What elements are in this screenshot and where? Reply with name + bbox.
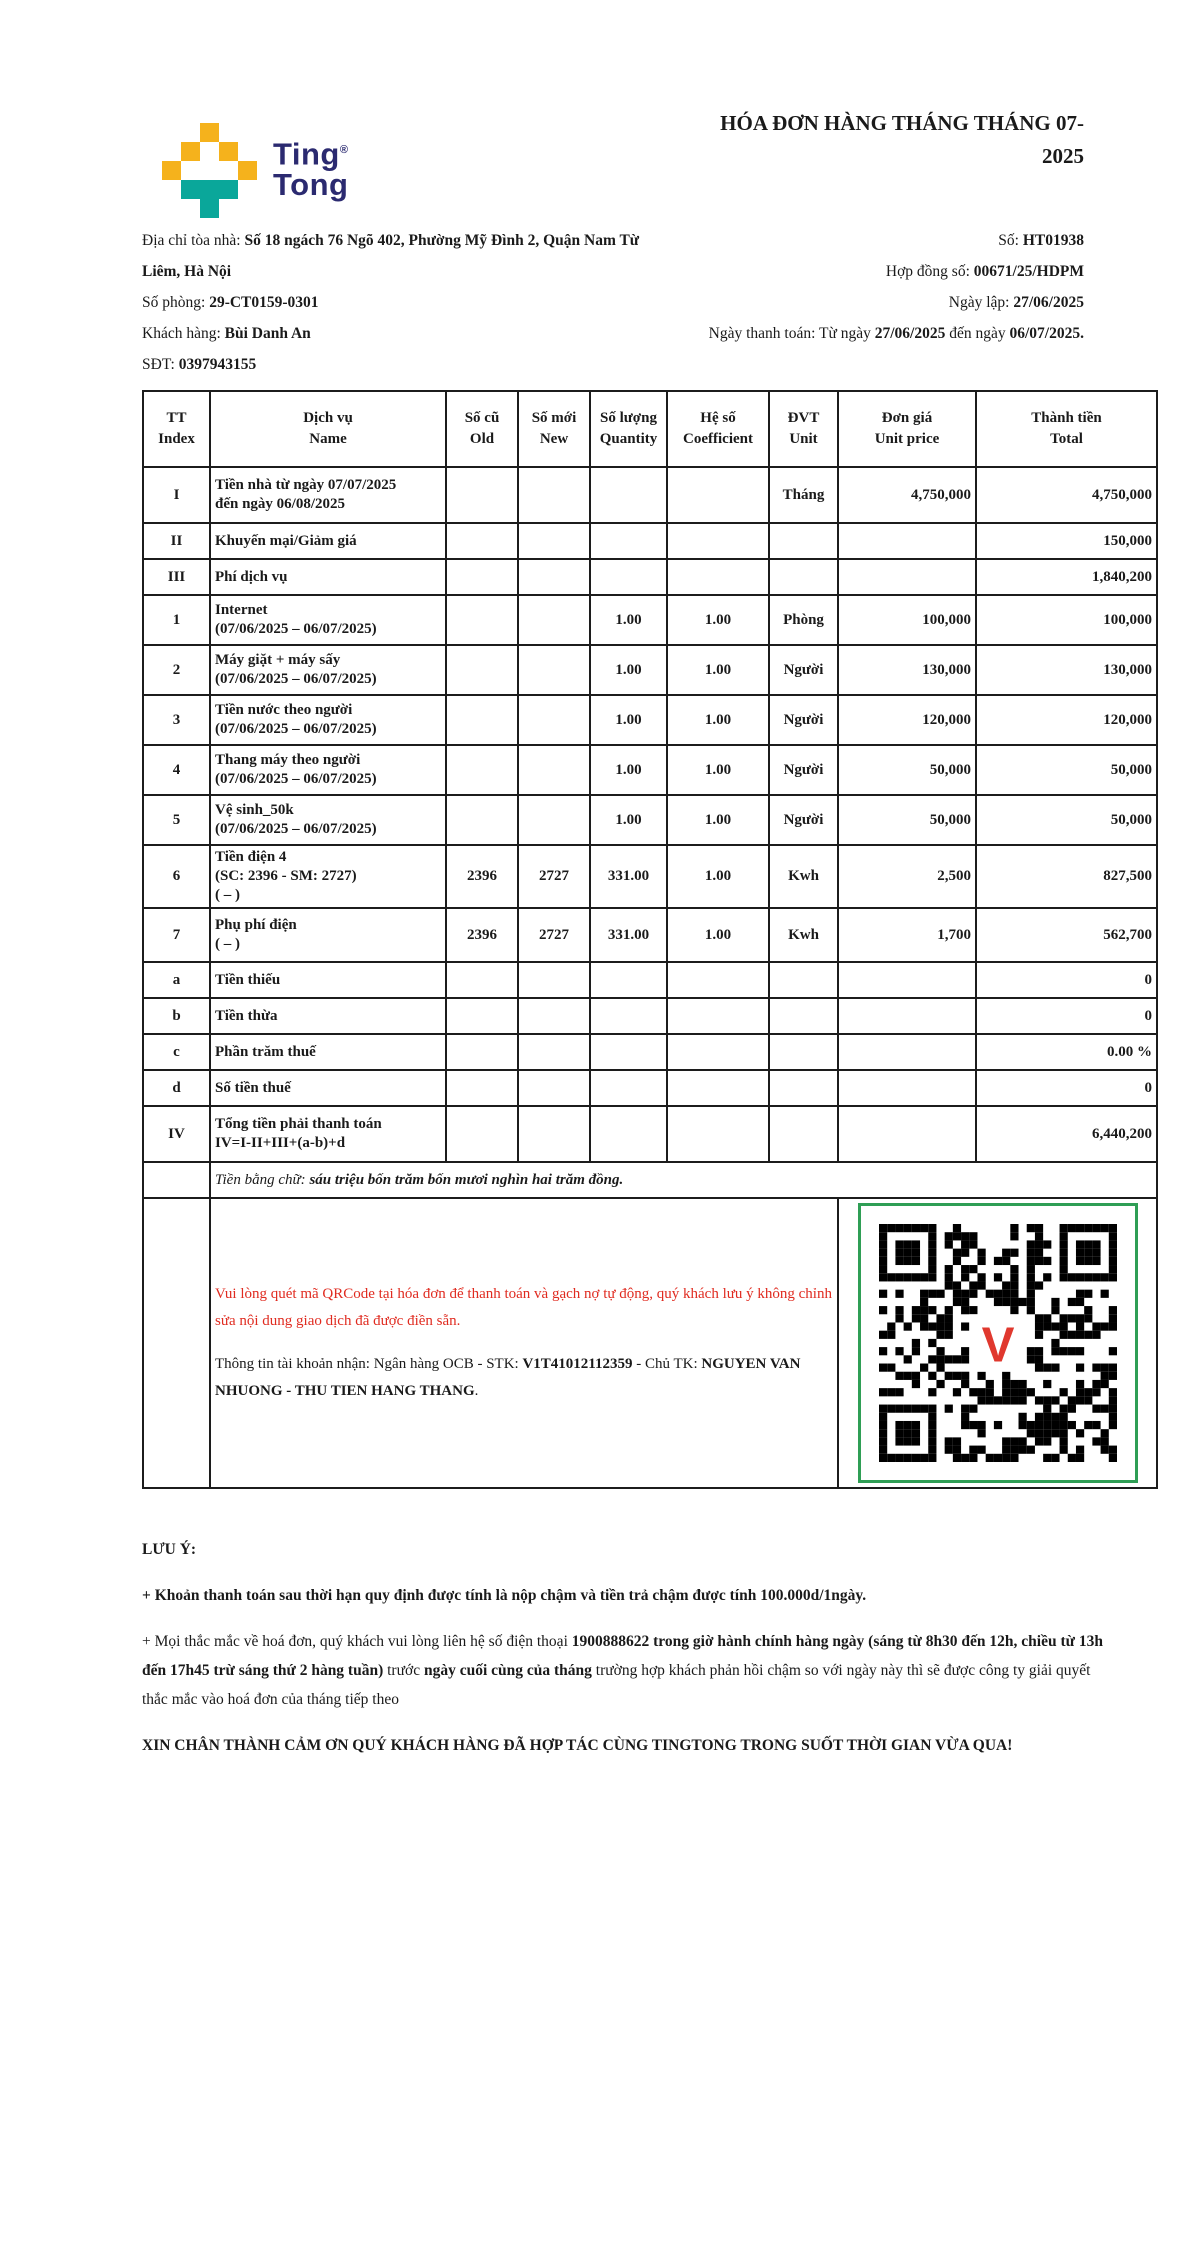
thank-you-note: XIN CHÂN THÀNH CẢM ƠN QUÝ KHÁCH HÀNG ĐÃ HỢP TÁC CÙNG TINGTONG TRONG SUỐT THỜI GIAN VỪA QUA! xyxy=(142,1737,1013,1754)
logo-pixel xyxy=(162,142,181,161)
row-index: d xyxy=(143,1070,210,1106)
row-new xyxy=(518,523,590,559)
row-qty xyxy=(590,1070,667,1106)
contract-number-value: 00671/25/HDPM xyxy=(973,263,1084,280)
amount-words-index-cell xyxy=(143,1162,210,1198)
logo-pixel xyxy=(200,180,219,199)
info-left-column xyxy=(142,225,642,380)
issue-date-label: Ngày lập: xyxy=(948,294,1014,311)
row-old: 2396 xyxy=(446,908,518,962)
col-header-total: Thành tiền Total xyxy=(976,391,1157,467)
logo-pixel xyxy=(200,161,219,180)
row-unit-price: 130,000 xyxy=(838,645,976,695)
row-total: 827,500 xyxy=(976,845,1157,908)
row-unit: Người xyxy=(769,645,838,695)
logo-pixel xyxy=(181,142,200,161)
row-unit xyxy=(769,1070,838,1106)
table-row-electricity-surcharge xyxy=(143,908,1157,962)
payment-from-date: 27/06/2025 xyxy=(874,325,946,342)
table-row-tax-percent xyxy=(143,1034,1157,1070)
row-total: 0 xyxy=(976,962,1157,998)
invoice-table xyxy=(142,390,1158,1489)
row-new: 2727 xyxy=(518,845,590,908)
notes-section xyxy=(142,1535,1156,1760)
table-row-rent xyxy=(143,467,1157,523)
logo-pixel xyxy=(219,161,238,180)
invoice-number-label: Số: xyxy=(998,232,1023,249)
row-coef: 1.00 xyxy=(667,695,769,745)
row-qty xyxy=(590,998,667,1034)
row-index: 4 xyxy=(143,745,210,795)
logo-pixel xyxy=(181,123,200,142)
row-qty xyxy=(590,467,667,523)
row-coef xyxy=(667,1106,769,1162)
issue-date-line xyxy=(642,287,1084,318)
row-qty: 1.00 xyxy=(590,595,667,645)
row-coef xyxy=(667,467,769,523)
row-unit: Kwh xyxy=(769,908,838,962)
customer-value: Bùi Danh An xyxy=(224,325,311,342)
phone-label: SĐT: xyxy=(142,356,179,373)
logo-pixel xyxy=(238,199,257,218)
table-row-qr xyxy=(143,1198,1157,1488)
row-old xyxy=(446,467,518,523)
invoice-title-line2: 2025 xyxy=(1042,144,1084,168)
row-coef xyxy=(667,962,769,998)
amount-words-label: Tiền bằng chữ: xyxy=(215,1171,310,1188)
logo-pixel xyxy=(162,123,181,142)
table-row-service-fee xyxy=(143,559,1157,595)
invoice-title-line1: HÓA ĐƠN HÀNG THÁNG THÁNG 07- xyxy=(720,111,1084,135)
row-new xyxy=(518,745,590,795)
contact-note-seg3: trước xyxy=(383,1662,424,1679)
row-name: Tiền thiếu xyxy=(210,962,446,998)
row-index: III xyxy=(143,559,210,595)
row-name: Thang máy theo người (07/06/2025 – 06/07/2025) xyxy=(210,745,446,795)
row-unit xyxy=(769,998,838,1034)
row-new xyxy=(518,1034,590,1070)
col-header-index: TT Index xyxy=(143,391,210,467)
row-index: 2 xyxy=(143,645,210,695)
row-old xyxy=(446,695,518,745)
row-qty xyxy=(590,559,667,595)
row-unit: Phòng xyxy=(769,595,838,645)
logo-pixel xyxy=(238,142,257,161)
logo-pixel xyxy=(181,180,200,199)
qr-instructions-cell xyxy=(210,1198,838,1488)
logo-pixel xyxy=(238,180,257,199)
logo-pixel xyxy=(200,123,219,142)
table-row-internet xyxy=(143,595,1157,645)
row-name: Tiền điện 4 (SC: 2396 - SM: 2727) ( – ) xyxy=(210,845,446,908)
row-total: 100,000 xyxy=(976,595,1157,645)
row-coef xyxy=(667,1034,769,1070)
row-coef: 1.00 xyxy=(667,745,769,795)
row-old xyxy=(446,1034,518,1070)
row-index: 3 xyxy=(143,695,210,745)
logo-pixel xyxy=(200,199,219,218)
invoice-content xyxy=(142,105,1156,1777)
amount-words-value: sáu triệu bốn trăm bốn mươi nghìn hai trăm đồng. xyxy=(309,1171,624,1188)
row-coef: 1.00 xyxy=(667,795,769,845)
phone-line xyxy=(142,349,642,380)
invoice-info xyxy=(142,225,1156,380)
qr-code-frame xyxy=(858,1203,1138,1483)
row-coef xyxy=(667,559,769,595)
row-index: 7 xyxy=(143,908,210,962)
row-name: Vệ sinh_50k (07/06/2025 – 06/07/2025) xyxy=(210,795,446,845)
row-total: 6,440,200 xyxy=(976,1106,1157,1162)
invoice-number-line xyxy=(642,225,1084,256)
row-old: 2396 xyxy=(446,845,518,908)
row-index: IV xyxy=(143,1106,210,1162)
row-qty xyxy=(590,1106,667,1162)
row-unit: Người xyxy=(769,795,838,845)
contract-number-label: Hợp đồng số: xyxy=(885,263,974,280)
row-unit-price: 4,750,000 xyxy=(838,467,976,523)
row-unit: Người xyxy=(769,745,838,795)
table-row-tax-amount xyxy=(143,1070,1157,1106)
logo-pixel xyxy=(162,199,181,218)
row-name: Phí dịch vụ xyxy=(210,559,446,595)
table-row-grand-total xyxy=(143,1106,1157,1162)
row-qty: 331.00 xyxy=(590,845,667,908)
logo-word-2: Tong xyxy=(273,167,349,203)
row-name: Phụ phí điện ( – ) xyxy=(210,908,446,962)
customer-label: Khách hàng: xyxy=(142,325,225,342)
table-row-shortage xyxy=(143,962,1157,998)
contact-note-deadline: ngày cuối cùng của tháng xyxy=(423,1662,592,1679)
table-row-surplus xyxy=(143,998,1157,1034)
row-qty: 1.00 xyxy=(590,645,667,695)
row-unit-price: 2,500 xyxy=(838,845,976,908)
row-old xyxy=(446,1106,518,1162)
row-new xyxy=(518,645,590,695)
row-unit: Tháng xyxy=(769,467,838,523)
table-row-elevator xyxy=(143,745,1157,795)
logo-pixel xyxy=(219,199,238,218)
invoice-header xyxy=(142,105,1156,225)
col-header-name: Dịch vụ Name xyxy=(210,391,446,467)
row-new xyxy=(518,467,590,523)
row-qty xyxy=(590,1034,667,1070)
row-old xyxy=(446,745,518,795)
tingtong-logo xyxy=(162,123,348,225)
row-name: Phần trăm thuế xyxy=(210,1034,446,1070)
row-coef xyxy=(667,998,769,1034)
qr-code xyxy=(879,1224,1117,1462)
row-total: 0.00 % xyxy=(976,1034,1157,1070)
amount-in-words xyxy=(210,1162,1157,1198)
row-qty: 1.00 xyxy=(590,695,667,745)
row-name: Tiền nhà từ ngày 07/07/2025 đến ngày 06/08/2025 xyxy=(210,467,446,523)
registered-mark: ® xyxy=(339,144,349,156)
row-unit xyxy=(769,1034,838,1070)
bank-account-period: . xyxy=(474,1383,479,1399)
table-header-row xyxy=(143,391,1157,467)
row-new xyxy=(518,559,590,595)
col-header-coefficient: Hệ số Coefficient xyxy=(667,391,769,467)
table-row-amount-in-words xyxy=(143,1162,1157,1198)
phone-value: 0397943155 xyxy=(178,356,257,373)
bank-account-label: Thông tin tài khoản nhận: Ngân hàng OCB - STK: xyxy=(215,1356,523,1372)
col-header-old: Số cũ Old xyxy=(446,391,518,467)
row-name: Internet (07/06/2025 – 06/07/2025) xyxy=(210,595,446,645)
row-unit-price xyxy=(838,1106,976,1162)
qr-code-cell xyxy=(838,1198,1157,1488)
room-number-value: 29-CT0159-0301 xyxy=(209,294,319,311)
row-coef xyxy=(667,523,769,559)
logo-pixel xyxy=(181,161,200,180)
row-old xyxy=(446,523,518,559)
table-row-electricity xyxy=(143,845,1157,908)
row-unit-price: 120,000 xyxy=(838,695,976,745)
row-old xyxy=(446,998,518,1034)
row-name: Tổng tiền phải thanh toán IV=I-II+III+(a-b)+d xyxy=(210,1106,446,1162)
contact-note-seg5: trường hợp khách phản hồi chậm so với ngày này thì sẽ được công ty giải quyết thắc mắc vào hoá đơn của tháng tiếp theo xyxy=(142,1662,1091,1708)
row-name: Máy giặt + máy sấy (07/06/2025 – 06/07/2025) xyxy=(210,645,446,695)
row-unit xyxy=(769,559,838,595)
logo-pixel xyxy=(162,161,181,180)
row-qty: 1.00 xyxy=(590,745,667,795)
row-index: 6 xyxy=(143,845,210,908)
row-total: 562,700 xyxy=(976,908,1157,962)
row-unit-price xyxy=(838,962,976,998)
row-new xyxy=(518,998,590,1034)
contract-number-line xyxy=(642,256,1084,287)
row-total: 50,000 xyxy=(976,745,1157,795)
logo-pixel xyxy=(162,180,181,199)
table-row-cleaning xyxy=(143,795,1157,845)
row-index: 5 xyxy=(143,795,210,845)
row-qty xyxy=(590,523,667,559)
contact-note-hotline: 1900888622 trong giờ hành chính hàng ngày (sáng từ 8h30 đến 12h, chiều từ 13h đến 17h45 trừ sáng thứ 2 hàng tuần) xyxy=(142,1633,1103,1679)
row-name: Tiền thừa xyxy=(210,998,446,1034)
row-coef: 1.00 xyxy=(667,595,769,645)
bank-account-mid: - Chủ TK: xyxy=(632,1356,702,1372)
row-total: 0 xyxy=(976,998,1157,1034)
row-new: 2727 xyxy=(518,908,590,962)
info-right-column xyxy=(642,225,1084,380)
logo-pixel xyxy=(238,123,257,142)
row-index: b xyxy=(143,998,210,1034)
row-total: 120,000 xyxy=(976,695,1157,745)
row-unit: Người xyxy=(769,695,838,745)
row-old xyxy=(446,595,518,645)
issue-date-value: 27/06/2025 xyxy=(1013,294,1084,311)
payment-period-line xyxy=(642,318,1084,349)
row-new xyxy=(518,1106,590,1162)
payment-period-mid: đến ngày xyxy=(945,325,1010,342)
row-total: 130,000 xyxy=(976,645,1157,695)
logo-pixel xyxy=(238,161,257,180)
svg-text:V: V xyxy=(981,1317,1014,1373)
row-coef xyxy=(667,1070,769,1106)
row-coef: 1.00 xyxy=(667,908,769,962)
row-unit-price: 100,000 xyxy=(838,595,976,645)
qr-row-index-cell xyxy=(143,1198,210,1488)
row-qty: 1.00 xyxy=(590,795,667,845)
row-name: Số tiền thuế xyxy=(210,1070,446,1106)
logo-pixel xyxy=(219,180,238,199)
tingtong-logo-icon xyxy=(162,123,257,225)
row-old xyxy=(446,795,518,845)
row-unit-price xyxy=(838,1070,976,1106)
bank-account-info xyxy=(215,1351,833,1405)
notes-heading: LƯU Ý: xyxy=(142,1541,197,1558)
row-index: 1 xyxy=(143,595,210,645)
payment-period-label: Ngày thanh toán: Từ ngày xyxy=(708,325,875,342)
invoice-number-value: HT01938 xyxy=(1022,232,1084,249)
logo-pixel xyxy=(219,142,238,161)
contact-note xyxy=(142,1627,1120,1714)
row-total: 0 xyxy=(976,1070,1157,1106)
row-unit: Kwh xyxy=(769,845,838,908)
building-address-label: Địa chỉ tòa nhà: xyxy=(142,232,245,249)
row-old xyxy=(446,559,518,595)
row-unit-price xyxy=(838,523,976,559)
row-index: a xyxy=(143,962,210,998)
row-old xyxy=(446,962,518,998)
row-unit xyxy=(769,962,838,998)
invoice-title xyxy=(596,107,1156,225)
bank-account-number: V1T41012112359 xyxy=(522,1356,633,1372)
contact-note-seg1: + Mọi thắc mắc về hoá đơn, quý khách vui lòng liên hệ số điện thoại xyxy=(142,1633,572,1650)
row-coef: 1.00 xyxy=(667,845,769,908)
row-new xyxy=(518,595,590,645)
row-unit-price xyxy=(838,1034,976,1070)
building-address-line xyxy=(142,225,642,287)
row-unit-price xyxy=(838,998,976,1034)
table-row-water xyxy=(143,695,1157,745)
late-fee-note: + Khoản thanh toán sau thời hạn quy định được tính là nộp chậm và tiền trả chậm được tính 100.000d/1ngày. xyxy=(142,1587,867,1604)
row-unit-price: 50,000 xyxy=(838,795,976,845)
table-row-laundry xyxy=(143,645,1157,695)
row-new xyxy=(518,795,590,845)
customer-line xyxy=(142,318,642,349)
payment-to-date: 06/07/2025. xyxy=(1009,325,1084,342)
row-total: 150,000 xyxy=(976,523,1157,559)
row-name: Khuyến mại/Giảm giá xyxy=(210,523,446,559)
row-index: c xyxy=(143,1034,210,1070)
row-total: 50,000 xyxy=(976,795,1157,845)
row-unit xyxy=(769,1106,838,1162)
logo-pixel xyxy=(181,199,200,218)
row-qty: 331.00 xyxy=(590,908,667,962)
row-old xyxy=(446,1070,518,1106)
row-coef: 1.00 xyxy=(667,645,769,695)
tingtong-wordmark xyxy=(273,135,348,225)
row-old xyxy=(446,645,518,695)
qr-payment-warning: Vui lòng quét mã QRCode tại hóa đơn để thanh toán và gạch nợ tự động, quý khách lưu ý không chỉnh sửa nội dung giao dịch đã được điền sẵn. xyxy=(215,1286,832,1329)
room-number-line xyxy=(142,287,642,318)
row-new xyxy=(518,695,590,745)
row-new xyxy=(518,962,590,998)
row-unit xyxy=(769,523,838,559)
building-address-value: Số 18 ngách 76 Ngõ 402, Phường Mỹ Đình 2, Quận Nam Từ Liêm, Hà Nội xyxy=(142,232,640,280)
row-total: 4,750,000 xyxy=(976,467,1157,523)
room-number-label: Số phòng: xyxy=(142,294,210,311)
col-header-quantity: Số lượng Quantity xyxy=(590,391,667,467)
row-index: II xyxy=(143,523,210,559)
col-header-new: Số mới New xyxy=(518,391,590,467)
row-total: 1,840,200 xyxy=(976,559,1157,595)
row-unit-price: 50,000 xyxy=(838,745,976,795)
row-name: Tiền nước theo người (07/06/2025 – 06/07/2025) xyxy=(210,695,446,745)
logo-pixel xyxy=(200,142,219,161)
col-header-unit-price: Đơn giá Unit price xyxy=(838,391,976,467)
row-qty xyxy=(590,962,667,998)
table-row-discount xyxy=(143,523,1157,559)
row-index: I xyxy=(143,467,210,523)
row-unit-price xyxy=(838,559,976,595)
logo-word-1: Ting xyxy=(273,136,340,172)
logo-pixel xyxy=(219,123,238,142)
row-unit-price: 1,700 xyxy=(838,908,976,962)
col-header-unit: ĐVT Unit xyxy=(769,391,838,467)
bank-account-holder: NGUYEN VAN NHUONG - THU TIEN HANG THANG xyxy=(215,1356,801,1399)
row-new xyxy=(518,1070,590,1106)
